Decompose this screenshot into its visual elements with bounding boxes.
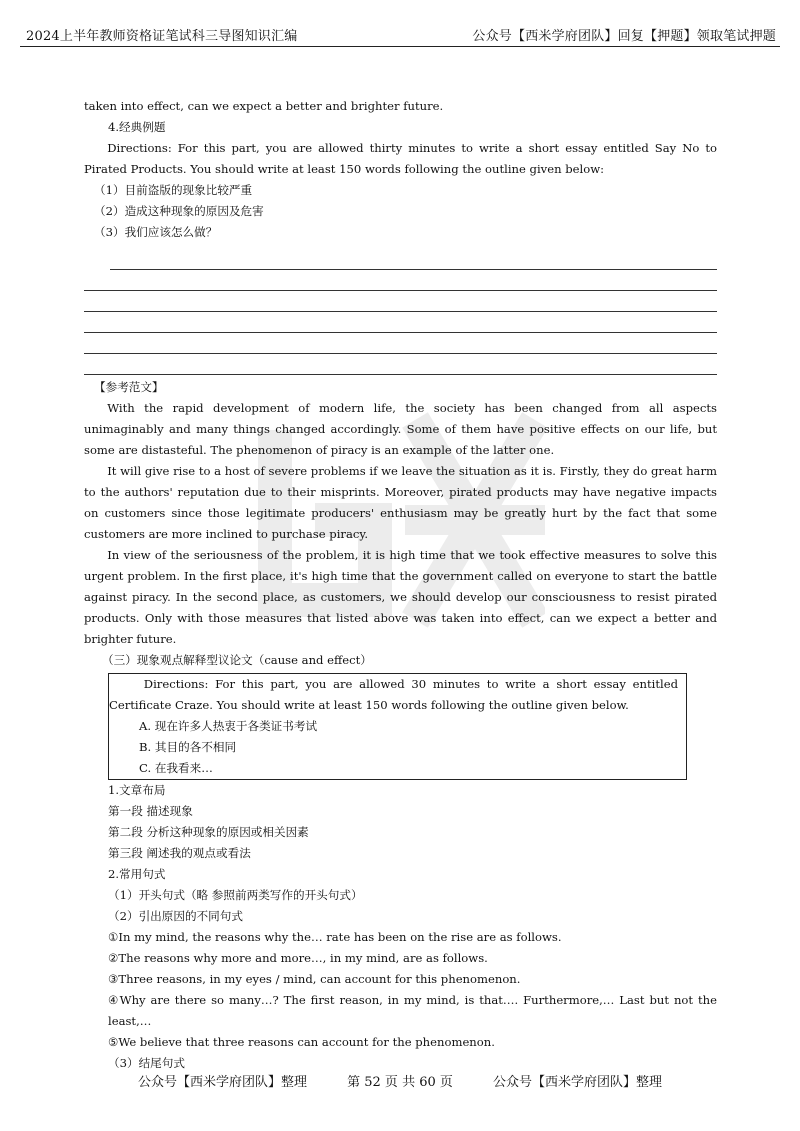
directions-text: Directions: For this part, you are allowed thirty minutes to write a short essay entitled Say No to Pirated Products. You should write at least 150 words following the outline given below: xyxy=(84,141,717,176)
essay-paragraph: It will give rise to a host of severe problems if we leave the situation as it is. Firstly, they do great harm to the authors' reputation due to their misprints. Moreover, pirated products may have negative impacts on customers since those legitimate producers' enthusiasm may be greatly hurt by the fact that some customers are more inclined to purchase piracy. xyxy=(84,464,717,541)
essay-paragraph: With the rapid development of modern life, the society has been changed from all aspects unimaginably and many things changed accordingly. Some of them have positive effects on our life, but some are distasteful. The phenomenon of piracy is an example of the latter one. xyxy=(84,401,717,457)
reason-sentence: ②The reasons why more and more…, in my mind, are as follows. xyxy=(108,951,488,965)
page-header xyxy=(20,22,780,47)
essay-paragraph: In view of the seriousness of the problem, it is high time that we took effective measures to solve this urgent problem. In the first place, it's high time that the government called on everyone to start the battle against piracy. In the second place, as customers, we should develop our consciousness to resist pirated products. Only with those measures that listed above was taken into effect, can we expect a better and brighter future. xyxy=(84,548,717,646)
example-heading: 4.经典例题 xyxy=(108,120,166,134)
writing-lines xyxy=(84,249,717,375)
header-promo: 公众号【西米学府团队】回复【押题】领取笔试押题 xyxy=(472,29,776,44)
reason-sentence: ④Why are there so many…? The first reason, in my mind, is that…. Furthermore,… Last but not the least,… xyxy=(108,993,717,1028)
sentence-sub: （1）开头句式（略 参照前两类写作的开头句式） xyxy=(108,888,363,902)
footer-left: 公众号【西米学府团队】整理 xyxy=(137,1075,307,1090)
layout-item: 第三段 阐述我的观点或看法 xyxy=(108,846,251,860)
box-item: A. 现在许多人热衷于各类证书考试 xyxy=(139,719,318,733)
outline-item: （1）目前盗版的现象比较严重 xyxy=(94,183,253,197)
section-title: （三）现象观点解释型议论文（cause and effect） xyxy=(102,653,372,667)
intro-line: taken into effect, can we expect a better and brighter future. xyxy=(84,99,444,113)
outline-item: （2）造成这种现象的原因及危害 xyxy=(94,204,264,218)
writing-line xyxy=(84,354,717,375)
writing-line xyxy=(84,270,717,291)
page-footer xyxy=(0,1071,800,1090)
sentence-heading: 2.常用句式 xyxy=(108,867,166,881)
reason-sentence: ③Three reasons, in my eyes / mind, can account for this phenomenon. xyxy=(108,972,521,986)
header-title: 2024上半年教师资格证笔试科三导图知识汇编 xyxy=(26,29,298,44)
box-directions: Directions: For this part, you are allowed 30 minutes to write a short essay entitled Certificate Craze. You should write at least 150 words following the outline given below. xyxy=(109,677,678,712)
layout-heading: 1.文章布局 xyxy=(108,783,166,797)
prompt-box xyxy=(108,673,687,780)
writing-line xyxy=(84,312,717,333)
reason-sentence: ⑤We believe that three reasons can account for the phenomenon. xyxy=(108,1035,495,1049)
layout-item: 第二段 分析这种现象的原因或相关因素 xyxy=(108,825,309,839)
box-item: C. 在我看来… xyxy=(139,761,213,775)
writing-line xyxy=(110,249,717,270)
box-item: B. 其目的各不相同 xyxy=(139,740,237,754)
page-content xyxy=(84,96,717,1074)
sentence-sub: （2）引出原因的不同句式 xyxy=(108,909,243,923)
layout-item: 第一段 描述现象 xyxy=(108,804,193,818)
reference-title: 【参考范文】 xyxy=(94,380,164,394)
outline-item: （3）我们应该怎么做？ xyxy=(94,225,218,239)
reason-sentence: ①In my mind, the reasons why the… rate has been on the rise are as follows. xyxy=(108,930,562,944)
page-number: 第 52 页 共 60 页 xyxy=(347,1075,453,1090)
writing-line xyxy=(84,291,717,312)
writing-line xyxy=(84,333,717,354)
footer-right: 公众号【西米学府团队】整理 xyxy=(493,1075,663,1090)
sentence-sub: （3）结尾句式 xyxy=(108,1056,185,1070)
